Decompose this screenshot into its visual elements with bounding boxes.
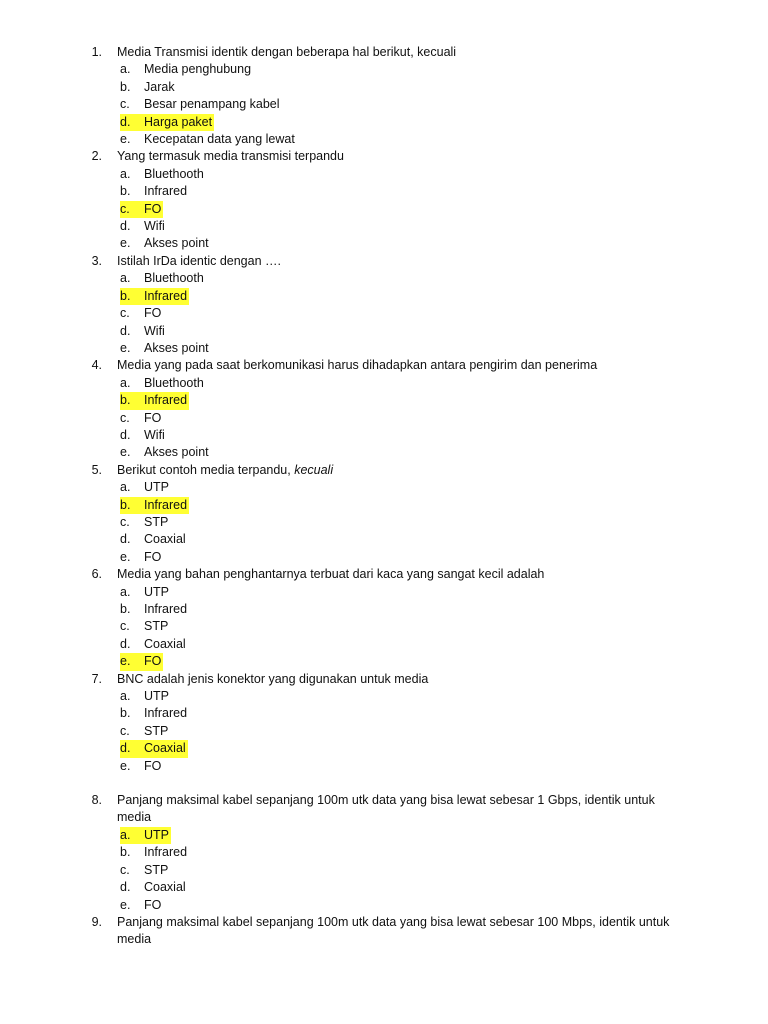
option-text: FO — [144, 897, 162, 912]
option-c — [0, 96, 768, 113]
option-text: Besar penampang kabel — [144, 97, 280, 112]
option-letter: a. — [120, 375, 131, 390]
question-8 — [0, 792, 768, 914]
option-list — [0, 479, 768, 566]
option-a — [0, 479, 768, 496]
option-d-answer — [0, 740, 768, 757]
option-text: Infrared — [144, 706, 188, 721]
option-letter: b. — [120, 602, 131, 616]
question-number: 6. — [91, 567, 102, 582]
option-letter: d. — [120, 532, 131, 547]
option-text: STP — [144, 619, 169, 634]
option-list — [0, 61, 768, 148]
option-letter: b. — [120, 184, 131, 199]
option-letter: e. — [120, 236, 131, 251]
option-d — [0, 323, 768, 340]
option-text: UTP — [144, 827, 171, 844]
option-letter: b. — [120, 288, 144, 305]
option-e — [0, 444, 768, 461]
option-text: Harga paket — [144, 114, 214, 131]
option-letter: c. — [120, 514, 130, 529]
option-text: Bluethooth — [144, 271, 204, 286]
option-text: Coaxial — [144, 636, 186, 651]
quiz-page — [0, 44, 768, 949]
option-letter: c. — [120, 97, 130, 112]
question-number: 9. — [91, 914, 102, 929]
option-text: UTP — [144, 584, 169, 599]
option-e-answer — [0, 653, 768, 670]
option-text: FO — [144, 306, 162, 321]
option-text: Akses point — [144, 445, 209, 460]
question-text: Yang termasuk media transmisi terpandu — [117, 149, 344, 164]
option-letter: d. — [120, 219, 131, 234]
question-2 — [0, 148, 768, 252]
option-list — [0, 166, 768, 253]
option-a — [0, 375, 768, 392]
option-letter: a. — [120, 827, 144, 844]
question-text-italic: kecuali — [294, 462, 334, 477]
question-text: Media yang bahan penghantarnya terbuat dari kaca yang sangat kecil adalah — [117, 567, 545, 582]
option-text: FO — [144, 758, 162, 773]
option-text: STP — [144, 723, 169, 738]
option-list — [0, 584, 768, 671]
question-text — [102, 462, 677, 479]
option-b — [0, 601, 768, 618]
option-letter: a. — [120, 166, 131, 181]
option-letter: b. — [120, 392, 144, 409]
question-number: 7. — [91, 671, 102, 686]
option-text: Wifi — [144, 427, 165, 442]
option-e — [0, 131, 768, 148]
option-c — [0, 862, 768, 879]
option-list — [0, 270, 768, 357]
option-d-answer — [0, 114, 768, 131]
option-letter: c. — [120, 306, 130, 321]
option-text: Akses point — [144, 236, 209, 251]
option-letter: c. — [120, 723, 130, 738]
option-c — [0, 305, 768, 322]
option-letter: d. — [120, 427, 131, 442]
question-text: BNC adalah jenis konektor yang digunakan untuk media — [117, 671, 429, 686]
option-letter: c. — [120, 619, 130, 634]
question-7 — [0, 671, 768, 775]
option-d — [0, 636, 768, 653]
option-a — [0, 584, 768, 601]
option-letter: e. — [120, 445, 131, 460]
option-b — [0, 844, 768, 861]
option-text: Wifi — [144, 323, 165, 338]
option-text: Infrared — [144, 184, 188, 199]
option-text: Bluethooth — [144, 375, 204, 390]
option-e — [0, 897, 768, 914]
option-letter: e. — [120, 549, 131, 564]
question-number: 2. — [91, 149, 102, 164]
question-text: Media yang pada saat berkomunikasi harus dihadapkan antara pengirim dan penerima — [117, 358, 598, 373]
option-text: STP — [144, 862, 169, 877]
option-text: Infrared — [144, 602, 188, 616]
question-9 — [0, 914, 768, 949]
option-letter: b. — [120, 706, 131, 721]
option-text: Wifi — [144, 219, 165, 234]
option-d — [0, 531, 768, 548]
option-text: UTP — [144, 689, 169, 704]
option-b-answer — [0, 288, 768, 305]
option-text: FO — [144, 201, 163, 218]
option-letter: e. — [120, 897, 131, 912]
question-4 — [0, 357, 768, 461]
option-a — [0, 688, 768, 705]
option-d — [0, 427, 768, 444]
option-b — [0, 705, 768, 722]
option-d — [0, 218, 768, 235]
option-letter: a. — [120, 271, 131, 286]
option-letter: b. — [120, 497, 144, 514]
option-c — [0, 618, 768, 635]
blank-line — [0, 775, 768, 792]
option-letter: a. — [120, 480, 131, 495]
option-c — [0, 410, 768, 427]
question-1 — [0, 44, 768, 148]
question-text-main: Berikut contoh media terpandu, — [117, 462, 291, 477]
question-text: Panjang maksimal kabel sepanjang 100m utk data yang bisa lewat sebesar 100 Mbps, identik untuk media — [117, 914, 670, 947]
option-letter: b. — [120, 79, 131, 94]
option-text: Infrared — [144, 845, 188, 860]
option-text: Coaxial — [144, 740, 188, 757]
option-letter: d. — [120, 114, 144, 131]
option-letter: d. — [120, 880, 131, 895]
option-b-answer — [0, 392, 768, 409]
option-letter: e. — [120, 340, 131, 355]
question-text: Media Transmisi identik dengan beberapa hal berikut, kecuali — [117, 45, 457, 59]
question-number: 3. — [91, 253, 102, 268]
option-letter: e. — [120, 758, 131, 773]
option-letter: a. — [120, 62, 131, 77]
option-text: Kecepatan data yang lewat — [144, 132, 295, 147]
option-letter: d. — [120, 740, 144, 757]
question-number: 4. — [91, 358, 102, 373]
question-number: 1. — [91, 45, 102, 59]
option-a-answer — [0, 827, 768, 844]
option-text: Coaxial — [144, 880, 186, 895]
option-c — [0, 723, 768, 740]
option-text: FO — [144, 549, 162, 564]
option-text: Coaxial — [144, 532, 186, 547]
question-number: 8. — [91, 793, 102, 808]
option-b — [0, 183, 768, 200]
option-a — [0, 166, 768, 183]
option-e — [0, 340, 768, 357]
option-b-answer — [0, 497, 768, 514]
question-text: Istilah IrDa identic dengan …. — [117, 253, 281, 268]
option-letter: e. — [120, 653, 144, 670]
option-letter: a. — [120, 584, 131, 599]
option-letter: e. — [120, 132, 131, 147]
option-text: FO — [144, 410, 162, 425]
option-text: Media penghubung — [144, 62, 252, 77]
option-text: Infrared — [144, 392, 189, 409]
option-letter: a. — [120, 689, 131, 704]
option-a — [0, 61, 768, 78]
option-letter: d. — [120, 323, 131, 338]
option-e — [0, 758, 768, 775]
option-text: UTP — [144, 480, 169, 495]
question-5 — [0, 462, 768, 566]
option-letter: c. — [120, 201, 144, 218]
option-letter: c. — [120, 862, 130, 877]
question-text: Panjang maksimal kabel sepanjang 100m utk data yang bisa lewat sebesar 1 Gbps, identik untuk media — [117, 793, 655, 825]
option-list — [0, 375, 768, 462]
option-b — [0, 79, 768, 96]
option-text: Infrared — [144, 288, 189, 305]
option-letter: b. — [120, 845, 131, 860]
option-letter: c. — [120, 410, 130, 425]
option-d — [0, 879, 768, 896]
option-c-answer — [0, 201, 768, 218]
option-text: STP — [144, 514, 169, 529]
option-text: Akses point — [144, 340, 209, 355]
option-text: Infrared — [144, 497, 189, 514]
option-text: Bluethooth — [144, 166, 204, 181]
option-a — [0, 270, 768, 287]
option-list — [0, 827, 768, 914]
option-letter: d. — [120, 636, 131, 651]
question-3 — [0, 253, 768, 357]
question-6 — [0, 566, 768, 670]
option-text: FO — [144, 653, 163, 670]
option-e — [0, 235, 768, 252]
option-e — [0, 549, 768, 566]
question-number: 5. — [91, 462, 102, 477]
option-text: Jarak — [144, 79, 175, 94]
option-c — [0, 514, 768, 531]
option-list — [0, 688, 768, 775]
